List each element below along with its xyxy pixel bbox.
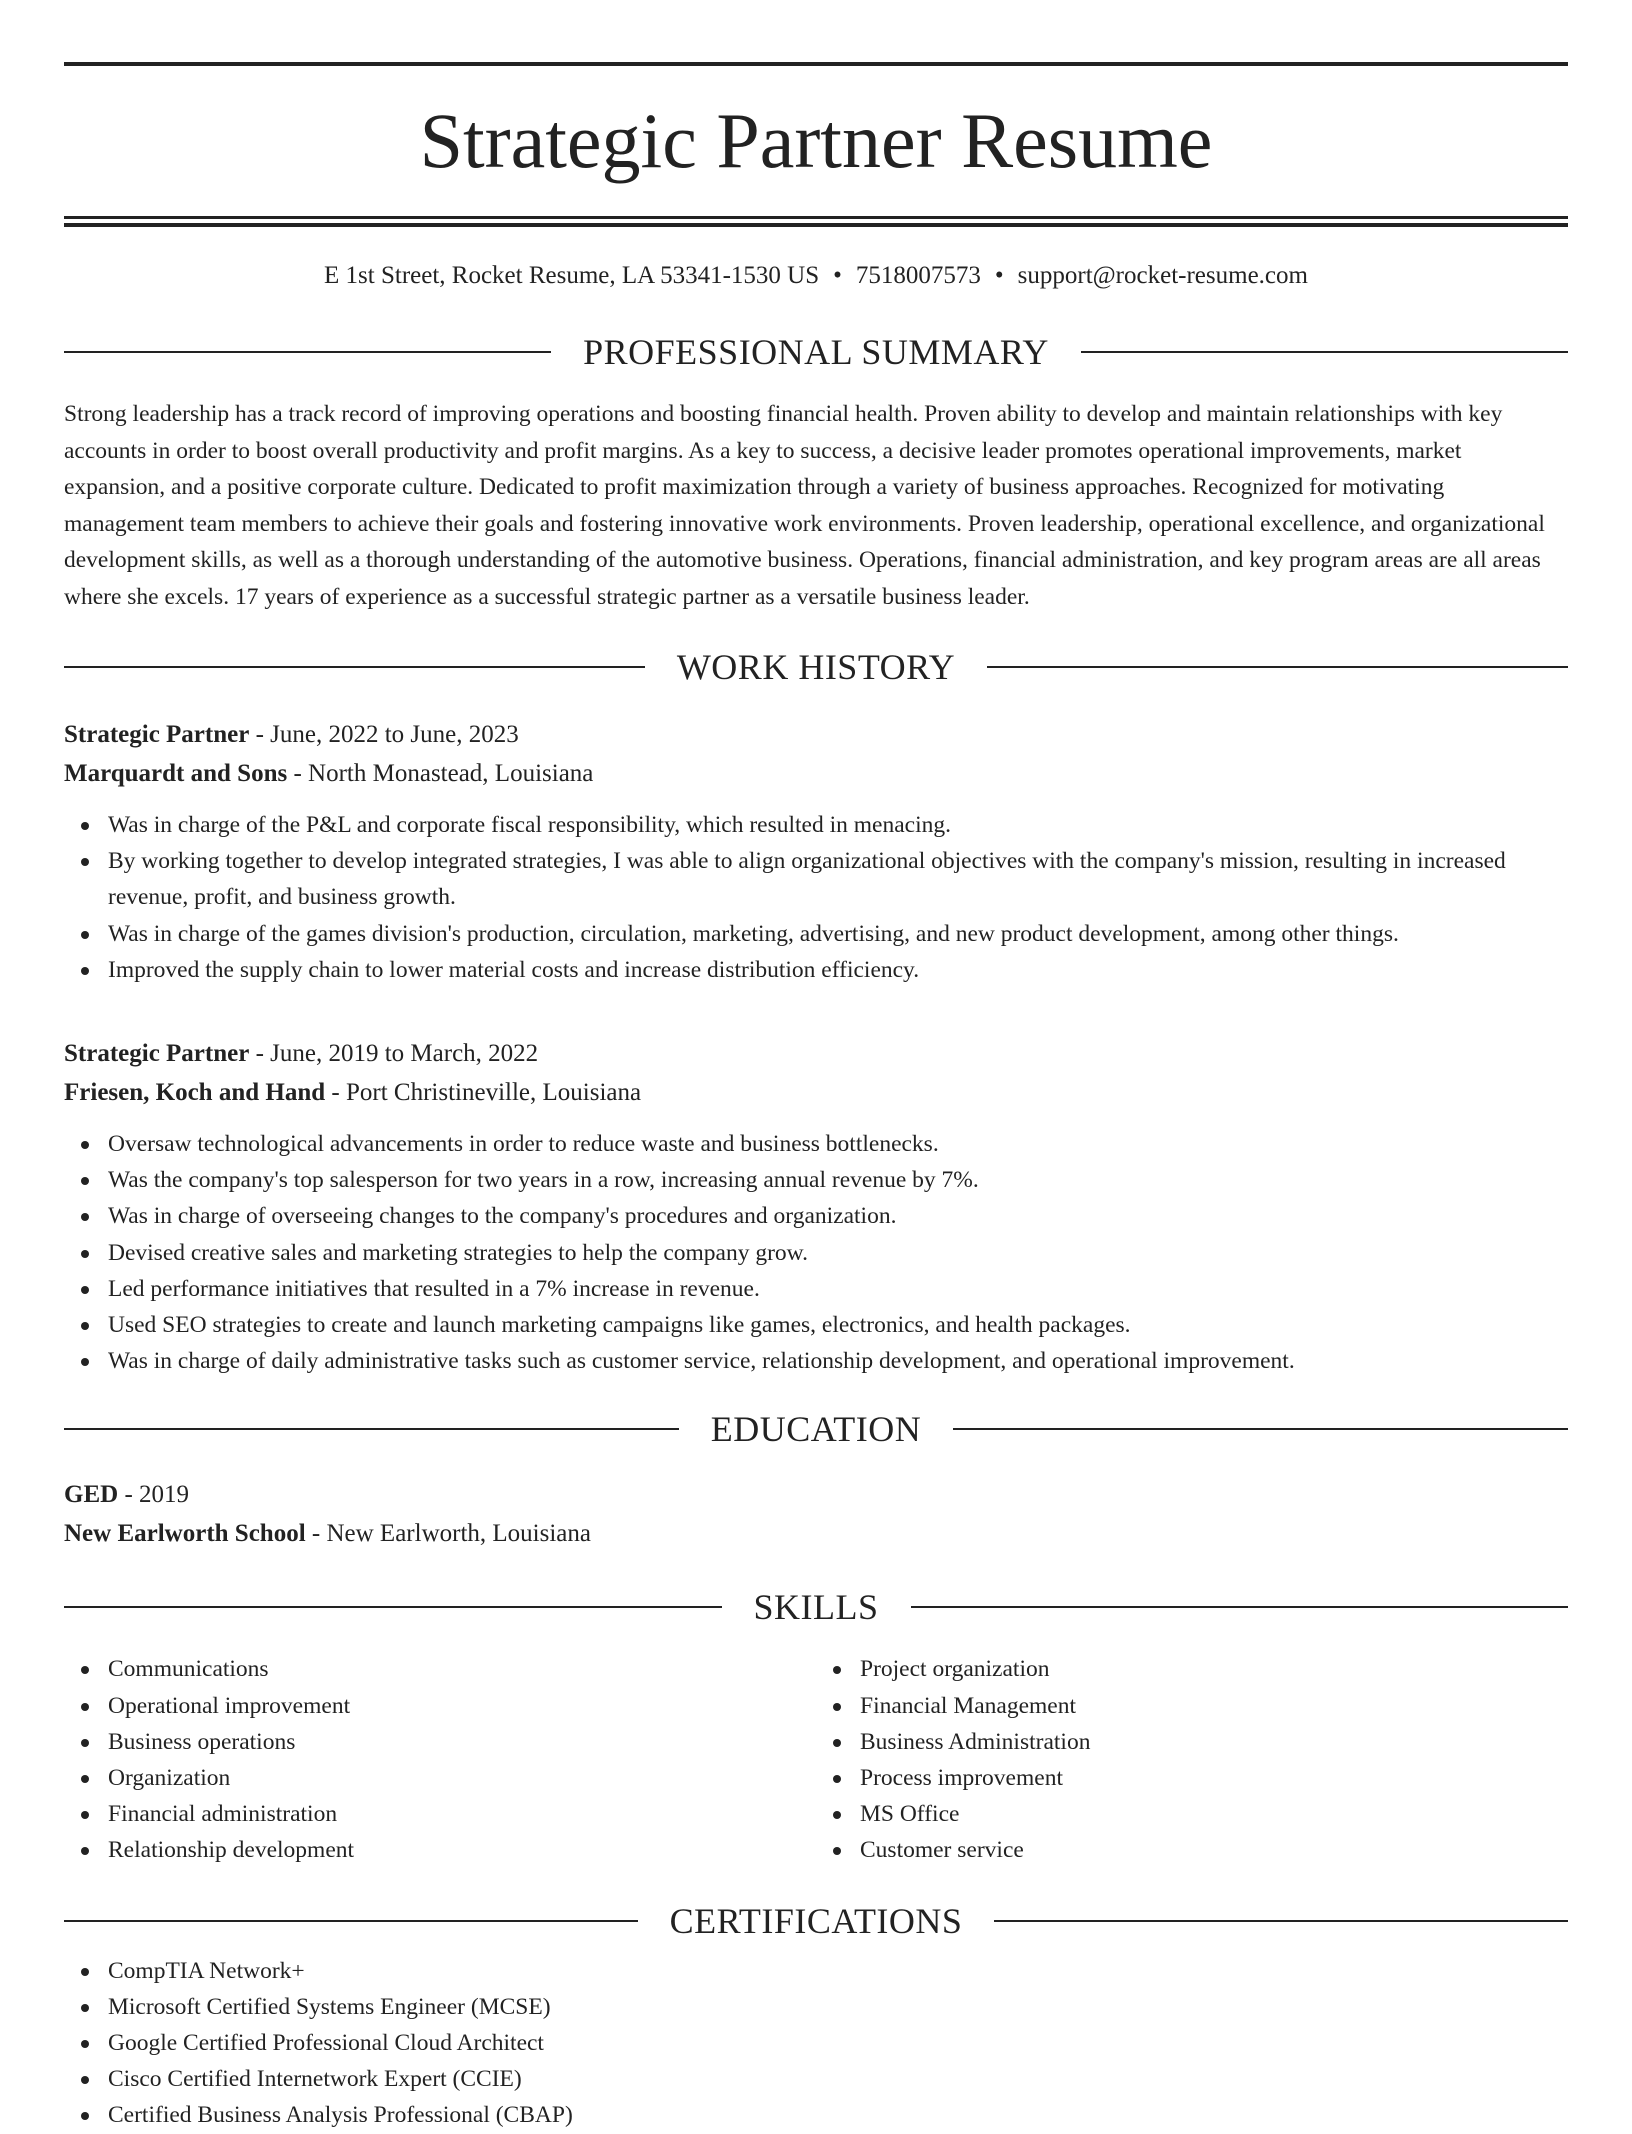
job-bullet: Was the company's top salesperson for two years in a row, increasing annual revenue by 7%. [64,1162,1568,1198]
heading-rule [953,1428,1568,1430]
contact-phone: 7518007573 [855,262,981,289]
job-bullet: Led performance initiatives that resulted in a 7% increase in revenue. [64,1271,1568,1307]
contact-separator: • [833,262,842,289]
education-school: New Earlworth School [64,1520,306,1548]
job-bullet: Was in charge of overseeing changes to the company's procedures and organization. [64,1198,1568,1234]
skills-list-left [64,1651,816,1868]
heading-rule [1081,351,1568,353]
education-degree-line [64,1475,1568,1514]
skills-columns [64,1651,1568,1868]
job-company: Marquardt and Sons [64,760,288,787]
job-location: - North Monastead, Louisiana [287,760,594,787]
skill-item: Operational improvement [64,1688,816,1724]
skill-item: Business Administration [816,1724,1568,1760]
section-title: EDUCATION [710,1409,922,1450]
heading-rule [64,1606,722,1608]
job-company: Friesen, Koch and Hand [64,1079,326,1107]
section-title: CERTIFICATIONS [669,1900,963,1941]
heading-rule [64,1920,638,1922]
section-heading-certifications [64,1900,1568,1941]
job-bullet: By working together to develop integrated strategies, I was able to align organizational objectives with the company's mission, resulting in increased revenue, profit, and business growth. [64,843,1568,915]
certification-item: CompTIA Network+ [64,1953,1568,1989]
contact-line [64,263,1568,288]
skill-item: Business operations [64,1724,816,1760]
heading-rule [64,1428,679,1430]
heading-rule [64,351,551,353]
certifications-list [64,1953,1568,2134]
education-entry [64,1475,1568,1553]
section-title: SKILLS [753,1587,879,1628]
section-heading-skills [64,1587,1568,1628]
job-entry [64,1034,1568,1379]
job-bullets [64,807,1568,988]
section-heading-work [64,649,1568,685]
heading-rule [987,666,1568,668]
contact-separator: • [994,262,1004,289]
skill-item: Financial Management [816,1688,1568,1724]
certification-item: Certified Business Analysis Professional (CBAP) [64,2097,1568,2133]
certification-item: Cisco Certified Internetwork Expert (CCIE) [64,2061,1568,2097]
summary-paragraph: Strong leadership has a track record of improving operations and boosting financial health. Proven ability to develop and maintain relationships with key accounts in order to boost overall productivity and profit margins. As a key to success, a decisive leader promotes operational improvements, market expansion, and a positive corporate culture. Dedicated to profit maximization through a variety of business approaches. Recognized for motivating management team members to achieve their goals and fostering innovative work environments. Proven leadership, operational excellence, and organizational development skills, as well as a thorough understanding of the automotive business. Operations, financial administration, and key program areas are all areas where she excels. 17 years of experience as a successful strategic partner as a versatile business leader. [64,401,1545,610]
job-title-line [64,1034,1568,1073]
job-title: Strategic Partner [64,721,250,748]
section-heading-education [64,1409,1568,1450]
job-bullets [64,1126,1568,1379]
job-dates: - June, 2022 to June, 2023 [249,721,519,748]
job-bullet: Devised creative sales and marketing strategies to help the company grow. [64,1235,1568,1271]
resume-title: Strategic Partner Resume [419,97,1213,184]
education-school-line [64,1514,1568,1553]
contact-address: E 1st Street, Rocket Resume, LA 53341-1530 US [324,262,820,289]
job-bullet: Was in charge of the games division's production, circulation, marketing, advertising, and new product development, among other things. [64,916,1568,952]
heading-rule [911,1606,1569,1608]
skill-item: Project organization [816,1651,1568,1687]
job-title-line [64,715,1568,754]
job-bullet: Improved the supply chain to lower material costs and increase distribution efficiency. [64,952,1568,988]
heading-rule [64,666,645,668]
contact-email: support@rocket-resume.com [1017,262,1308,289]
job-dates: - June, 2019 to March, 2022 [249,1040,539,1068]
skills-list-right [816,1651,1568,1868]
education-year: - 2019 [118,1481,190,1509]
skill-item: Organization [64,1760,816,1796]
job-title: Strategic Partner [64,1040,250,1068]
education-location: - New Earlworth, Louisiana [305,1520,591,1548]
job-company-line [64,1073,1568,1112]
skill-item: Communications [64,1651,816,1687]
double-rule [64,216,1568,227]
job-bullet: Oversaw technological advancements in order to reduce waste and business bottlenecks. [64,1126,1568,1162]
skill-item: Relationship development [64,1832,816,1868]
skill-item: Customer service [816,1832,1568,1868]
job-bullet: Was in charge of the P&L and corporate fiscal responsibility, which resulted in menacing. [64,807,1568,843]
job-location: - Port Christineville, Louisiana [325,1079,642,1107]
certification-item: Google Certified Professional Cloud Architect [64,2025,1568,2061]
section-title: WORK HISTORY [676,647,956,687]
section-heading-summary [64,334,1568,370]
job-bullet: Used SEO strategies to create and launch marketing campaigns like games, electronics, and health packages. [64,1307,1568,1343]
heading-rule [994,1920,1568,1922]
skill-item: Financial administration [64,1796,816,1832]
education-degree: GED [64,1481,119,1509]
section-title: PROFESSIONAL SUMMARY [583,332,1049,372]
skill-item: Process improvement [816,1760,1568,1796]
job-company-line [64,754,1568,793]
skill-item: MS Office [816,1796,1568,1832]
job-entry [64,715,1568,988]
job-bullet: Was in charge of daily administrative tasks such as customer service, relationship development, and operational improvement. [64,1343,1568,1379]
certification-item: Microsoft Certified Systems Engineer (MCSE) [64,1989,1568,2025]
